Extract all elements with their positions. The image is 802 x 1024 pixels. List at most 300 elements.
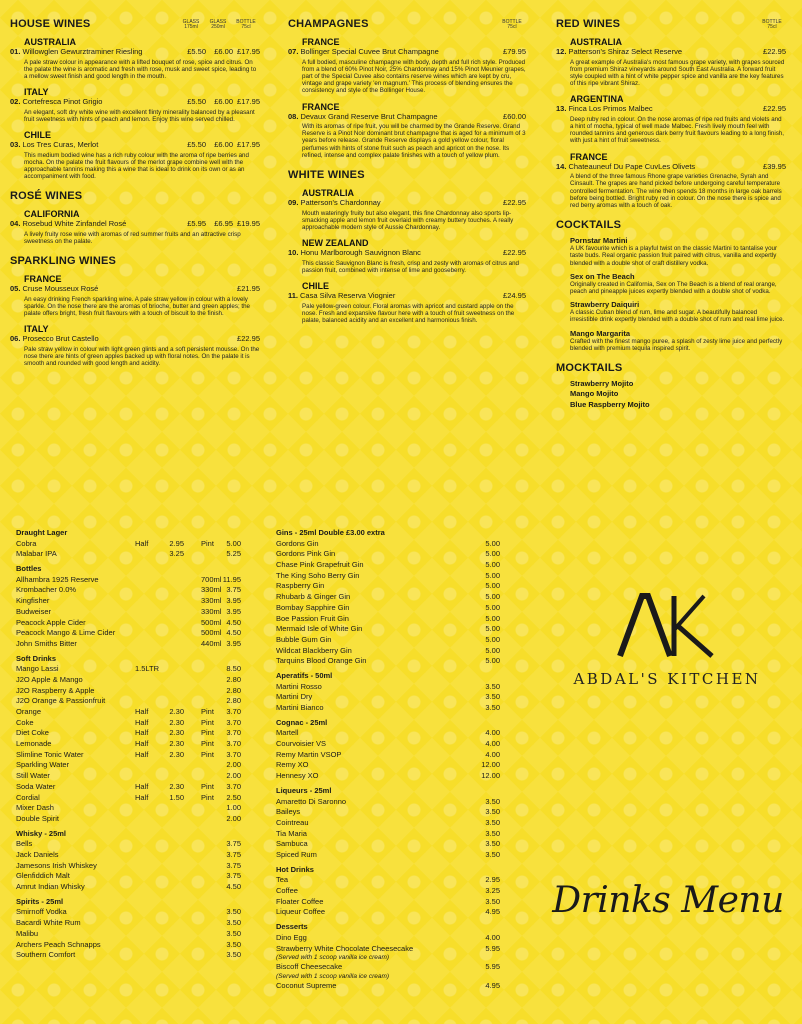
wine-number: 12. [556, 47, 567, 56]
drink-price: 3.50 [485, 850, 500, 859]
drink-price: 3.50 [226, 950, 241, 960]
middle-wine-column [288, 18, 526, 334]
wine-prices [179, 141, 260, 150]
drink-name: Remy Martin VSOP [276, 749, 342, 759]
wine-description: An elegant, soft dry white wine with excellent flinty minerality balanced by a pleasant fruit sweetness with hints of peach and lemon. Enjoy this wine served chilled. [24, 108, 255, 123]
drink-price: 4.95 [485, 980, 500, 990]
drink-price: 3.70 [226, 717, 241, 727]
drink-name: Martini Rosso [276, 681, 322, 691]
ak-monogram-icon [612, 590, 722, 660]
wine-price: £17.95 [237, 140, 260, 150]
drink-price: 5.00 [485, 656, 500, 666]
wine-name: Cortefresca Pinot Grigio [22, 98, 103, 107]
wine-number: 08. [288, 111, 299, 121]
drink-price: 5.00 [485, 560, 500, 570]
drinks-category-heading: Cognac - 25ml [276, 717, 328, 727]
wine-description: This medium bodied wine has a rich ruby colour with the aroma of ripe berries and mocha. On the palate the fruit flavours of the merlot grape combine well with the approachable tannins making this a wine that is ideal to drink on its own or as an accompaniment with food. [24, 151, 249, 181]
wine-price: £24.95 [503, 291, 526, 301]
country-heading: FRANCE [302, 37, 340, 47]
wine-number: 05. [10, 284, 21, 294]
wine-prices [763, 163, 786, 172]
drink-row [16, 664, 246, 675]
drink-name: Amrut Indian Whisky [16, 882, 85, 892]
champagnes-section [288, 18, 526, 159]
drink-name: Hennesy XO [276, 771, 319, 781]
cocktail-name: Strawberry Daiquiri [570, 300, 640, 310]
country-heading: ITALY [24, 87, 49, 98]
drink-price: 5.00 [485, 602, 500, 612]
drink-row [16, 814, 246, 825]
drink-price: 3.75 [226, 839, 241, 849]
wine-price: £6.00 [214, 47, 233, 56]
drink-row [276, 592, 502, 603]
drink-row [16, 585, 246, 596]
drink-name: Bombay Sapphire Gin [276, 602, 350, 612]
wine-price: £22.95 [763, 104, 786, 114]
drink-row [16, 618, 246, 629]
drink-price: 5.00 [485, 592, 500, 602]
drink-price: 5.00 [485, 549, 500, 559]
drinks-category-heading: Bottles [16, 564, 42, 574]
drink-price: 5.00 [485, 624, 500, 634]
drink-name: Malibu [16, 928, 39, 938]
drink-name: Orange [16, 707, 42, 717]
wine-number: 14. [556, 161, 567, 171]
drink-row [16, 696, 246, 707]
wine-description: With its aromas of ripe fruit, you will be charmed by the Grande Reserve. Grand Reserve is a Pinot Noir dominant brut champagne that is aged for a minimum of 3 years before release. Grande Reserve displays a gold yellow colour, floral perfumes with hints of stone fruit such as peach and apricot on the nose. Its refined, intense and complex palate finishes with a touch of yellow plum. [302, 123, 526, 159]
wine-header [288, 113, 526, 122]
drink-name: Jack Daniels [16, 850, 59, 859]
drink-size: 700ml [201, 574, 222, 584]
drink-size-small: Half [135, 538, 149, 548]
drink-price: 4.95 [485, 907, 500, 917]
drink-row [16, 539, 246, 550]
drink-row [16, 739, 246, 750]
wine-description: A pale straw colour in appearance with a lifted bouquet of rose, spice and citrus. On the palate the wine is aromatic and fresh with rose, musk and sweet spice, leading to a mellow sweet finish and good length in the mouth. [24, 58, 257, 80]
drink-name: Sparkling Water [16, 760, 70, 770]
drink-name: Rhubarb & Ginger Gin [276, 592, 351, 602]
drink-size: Pint [201, 739, 214, 749]
country-heading: NEW ZEALAND [302, 238, 369, 249]
section-title: COCKTAILS [556, 219, 622, 232]
drink-row [16, 950, 246, 961]
drink-price-small: 2.30 [169, 781, 184, 791]
cocktail-description: A UK favourite which is a playful twist on the classic Martini to tantalise your taste buds. Real organic passion fruit paired with citrus, vanilla and expertly blended with a double shot of craft distillery vodka. [570, 245, 778, 267]
drink-row [16, 728, 246, 739]
drink-name: Krombacher 0.0% [16, 585, 77, 595]
drink-row [276, 981, 502, 992]
wine-number: 04. [10, 219, 21, 229]
drink-price: 2.00 [226, 771, 241, 781]
drink-row [276, 682, 502, 693]
drink-name: Gordons Gin [276, 538, 319, 548]
drink-price: 5.95 [485, 943, 500, 953]
drink-price: 4.00 [485, 749, 500, 759]
drink-price: 3.50 [485, 896, 500, 906]
drink-price: 3.50 [226, 918, 241, 928]
cocktail-item [570, 329, 786, 352]
drink-row [276, 549, 502, 560]
drink-size-small: Half [135, 728, 149, 738]
wine-number: 03. [10, 140, 21, 150]
drink-price: 2.80 [226, 674, 241, 684]
drink-name: Tia Maria [276, 828, 307, 838]
drink-row [16, 771, 246, 782]
wine-price: £6.95 [214, 219, 233, 229]
country-heading: FRANCE [302, 101, 340, 112]
wine-item [10, 285, 260, 317]
wine-description: Deep ruby red in colour. On the nose aromas of ripe red fruits and violets and a hint of mocha, typical of well made Malbec. Fresh lively mouth feel with rounded tannins and generous dark berry fruit flavours leading to a long finish, with just a hint of fruit sweetness. [570, 115, 784, 145]
wine-prices [763, 105, 786, 114]
section-title: RED WINES [556, 18, 621, 30]
drink-row [276, 635, 502, 646]
drink-row [276, 571, 502, 582]
wine-description: A lively fruity rose wine with aromas of red summer fruits and an attractive crisp sweetness on the palate. [24, 230, 241, 246]
wine-prices [503, 113, 526, 122]
wine-item [10, 335, 260, 367]
wine-price: £5.50 [187, 97, 206, 107]
cocktail-item [570, 300, 786, 323]
drink-name: Malabar IPA [16, 549, 57, 559]
wine-item [288, 292, 526, 324]
wine-prices [503, 249, 526, 258]
wine-item [10, 141, 260, 180]
drink-name: Lemonade [16, 739, 52, 749]
drinks-category-heading: Gins - 25ml Double £3.00 extra [276, 528, 385, 537]
wine-price: £22.95 [763, 47, 786, 56]
drink-price: 4.50 [226, 628, 241, 638]
wine-prices [503, 48, 526, 57]
drink-row [276, 771, 502, 782]
wine-name: Patterson's Chardonnay [300, 199, 381, 208]
drink-name: Budweiser [16, 606, 52, 616]
wine-name: Willowglen Gewurztraminer Riesling [22, 48, 143, 56]
drink-row [16, 596, 246, 607]
drink-price: 3.75 [226, 850, 241, 859]
size-header: BOTTLE 75cl [502, 19, 522, 30]
country-heading: CALIFORNIA [24, 209, 80, 220]
drink-row [16, 782, 246, 793]
drink-price: 3.50 [485, 681, 500, 691]
drink-name: Jamesons Irish Whiskey [16, 860, 97, 870]
drink-row [276, 962, 502, 973]
wine-header [10, 98, 260, 107]
drink-size: 330ml [201, 585, 222, 595]
wine-prices [179, 48, 260, 57]
wine-number: 10. [288, 248, 299, 258]
wine-price: £21.95 [237, 284, 260, 294]
wine-prices [179, 98, 260, 107]
cocktail-description: Originally created in California, Sex on The Beach is a blend of real orange, peach and pineapple juices expertly blended with a double shot of vodka. [570, 280, 777, 295]
wine-name: Honu Marlborough Sauvignon Blanc [300, 249, 421, 258]
drink-row [276, 897, 502, 908]
wine-header [556, 105, 786, 114]
cocktail-description: A classic Cuban blend of rum, lime and sugar. A beautifully balanced irresistible drink expertly blended with a double shot of rum and real lime juice. [570, 309, 785, 324]
mocktail-item: Strawberry Mojito [570, 378, 634, 388]
drink-price: 3.70 [226, 707, 241, 717]
wine-price: £6.00 [214, 140, 233, 150]
drink-size-small: Half [135, 749, 149, 759]
drink-name: Liqueur Coffee [276, 907, 326, 917]
wine-price: £5.95 [187, 219, 206, 229]
country-heading: CHILE [302, 281, 329, 292]
drink-row [16, 707, 246, 718]
drink-price: 5.25 [226, 549, 241, 559]
drinks-category-heading: Whisky - 25ml [16, 828, 67, 838]
drink-name: Soda Water [16, 781, 56, 791]
red-wines-section [556, 18, 786, 209]
size-header: GLASS 250ml [209, 19, 227, 30]
wine-name: Rosebud White Zinfandel Rosé [22, 220, 127, 229]
drink-size: Pint [201, 538, 214, 548]
drink-size: Pint [201, 717, 214, 727]
section-title: SPARKLING WINES [10, 255, 117, 268]
drink-price: 2.95 [485, 875, 500, 885]
section-title: ROSÉ WINES [10, 190, 83, 203]
drink-size: 330ml [201, 596, 222, 606]
mocktail-item: Mango Mojito [570, 389, 619, 399]
drink-row [16, 760, 246, 771]
wine-item [288, 249, 526, 274]
drink-name: Still Water [16, 771, 50, 781]
wine-price: £5.50 [187, 140, 206, 150]
mocktail-item: Blue Raspberry Mojito [570, 399, 650, 409]
drink-name: Dino Egg [276, 932, 307, 942]
wine-price: £19.95 [237, 219, 260, 229]
drink-name: Mango Lassi [16, 664, 59, 674]
drink-row [16, 940, 246, 951]
drink-price: 3.70 [226, 749, 241, 759]
drink-row [16, 929, 246, 940]
wine-number: 11. [288, 291, 299, 301]
drink-size: 330ml [201, 606, 222, 616]
wine-header [556, 48, 786, 57]
drink-name: Martell [276, 728, 299, 738]
drink-name: Chase Pink Grapefruit Gin [276, 560, 364, 570]
drink-name: Baileys [276, 807, 301, 817]
cocktail-name: Pornstar Martini [570, 236, 628, 246]
drink-price: 2.00 [226, 760, 241, 770]
drink-price: 5.00 [226, 538, 241, 548]
wine-prices [503, 199, 526, 208]
drink-row [276, 839, 502, 850]
drinks-category-heading: Desserts [276, 922, 308, 932]
drink-price: 3.50 [485, 703, 500, 713]
wine-number: 13. [556, 104, 567, 114]
wine-number: 09. [288, 198, 299, 208]
drink-price-small: 2.30 [169, 749, 184, 759]
drinks-category-heading: Spirits - 25ml [16, 896, 64, 906]
drink-name: Floater Coffee [276, 896, 324, 906]
drink-price: 3.50 [485, 807, 500, 817]
drink-price: 3.50 [485, 796, 500, 806]
drink-price: 2.00 [226, 813, 241, 823]
drink-name: Mixer Dash [16, 803, 54, 813]
drink-price: 5.95 [485, 962, 500, 972]
sparkling-wines-section [10, 255, 260, 367]
drink-name: Peacock Apple Cider [16, 617, 86, 627]
drink-price: 3.25 [485, 886, 500, 896]
drink-row [276, 797, 502, 808]
drink-price: 2.50 [226, 792, 241, 802]
section-title: WHITE WINES [288, 169, 365, 182]
wine-name: Cruse Mousseux Rosé [22, 285, 99, 294]
wine-prices [179, 220, 260, 229]
rose-wines-section [10, 190, 260, 245]
drink-name: Southern Comfort [16, 950, 76, 960]
serving-note: (Served with 1 scoop vanilla ice cream) [276, 954, 390, 962]
drink-row [16, 882, 246, 893]
wine-description: Pale yellow-green colour. Floral aromas with apricot and custard apple on the nose. Fresh and expansive flavour here with a touch of fruit sweetness on the palate, balanced acidity and an excellent and harmonious finish. [302, 302, 515, 324]
drink-row [276, 750, 502, 761]
wine-price: £17.95 [237, 97, 260, 107]
drink-row [276, 886, 502, 897]
drink-size: Pint [201, 728, 214, 738]
drink-price: 2.80 [226, 696, 241, 706]
wine-header [556, 163, 786, 172]
wine-header [10, 48, 260, 57]
drink-name: Bacardi White Rum [16, 918, 81, 928]
drink-price-small: 2.95 [169, 538, 184, 548]
drink-row [276, 646, 502, 657]
wine-item [288, 48, 526, 95]
wine-price: £22.95 [503, 248, 526, 258]
drink-row [276, 539, 502, 550]
drink-price: 3.50 [485, 692, 500, 702]
drink-price: 3.70 [226, 728, 241, 738]
drink-name: Archers Peach Schnapps [16, 939, 101, 949]
drink-price: 2.80 [226, 685, 241, 695]
drink-row [276, 692, 502, 703]
wine-number: 02. [10, 97, 21, 107]
drink-row [16, 639, 246, 650]
wine-prices [763, 48, 786, 57]
drink-name: Coke [16, 717, 34, 727]
wine-price: £39.95 [763, 161, 786, 171]
wine-prices [237, 335, 260, 344]
drink-price: 4.00 [485, 728, 500, 738]
drink-name: The King Soho Berry Gin [276, 570, 360, 580]
cocktails-section [556, 219, 786, 352]
drink-name: Diet Coke [16, 728, 49, 738]
drink-row [276, 624, 502, 635]
drink-size-small: Half [135, 707, 149, 717]
drink-size: 440ml [201, 638, 222, 648]
drink-name: Double Spirit [16, 813, 59, 823]
drink-name: John Smiths Bitter [16, 638, 77, 648]
drink-row [16, 839, 246, 850]
drink-name: Boe Passion Fruit Gin [276, 613, 349, 623]
drink-name: Sambuca [276, 839, 308, 849]
drink-price: 3.50 [485, 839, 500, 849]
wine-item [556, 48, 786, 87]
drink-price: 3.70 [226, 781, 241, 791]
drink-size-small: Half [135, 717, 149, 727]
drink-size: Pint [201, 792, 214, 802]
wine-description: Pale straw yellow in colour with light green glints and a soft persistent mousse. On the nose there are hints of green apples backed up with floral notes. On the palate it is smooth and rounded with good length and acidity. [24, 345, 260, 368]
drink-row [276, 703, 502, 714]
drink-name: Coconut Supreme [276, 980, 337, 990]
drink-price-small: 2.30 [169, 707, 184, 717]
drink-price-small: 2.30 [169, 728, 184, 738]
drinks-category-heading: Soft Drinks [16, 653, 57, 663]
cocktail-name: Sex on The Beach [570, 271, 635, 281]
drink-price-small: 1.50 [169, 792, 184, 802]
drink-row [276, 760, 502, 771]
drink-name: Gordons Pink Gin [276, 549, 336, 559]
drink-row [276, 875, 502, 886]
drink-price: 8.50 [226, 664, 241, 674]
wine-item [288, 113, 526, 160]
country-heading: ARGENTINA [570, 94, 624, 105]
drink-price: 1.00 [226, 803, 241, 813]
drink-name: J2O Orange & Passionfruit [16, 696, 106, 706]
drink-price: 3.95 [226, 638, 241, 648]
drink-name: Spiced Rum [276, 850, 317, 859]
wine-header [10, 141, 260, 150]
drink-price: 5.00 [485, 570, 500, 580]
drink-name: Martini Dry [276, 692, 313, 702]
wine-name: Prosecco Brut Castello [22, 335, 99, 344]
drink-price: 3.50 [485, 828, 500, 838]
wine-name: Casa Silva Reserva Viognier [300, 292, 396, 301]
wine-description: A great example of Australia's most famous grape variety, with grapes sourced from premium Shiraz vineyards around South East Australia. A forward fruit style coupled with a hint of white pepper spice and vanilla are the key features of this ripe vibrant Shiraz. [570, 58, 785, 88]
drink-name: J2O Raspberry & Apple [16, 685, 95, 695]
drink-row [16, 718, 246, 729]
wine-description: This classic Sauvignon Blanc is fresh, crisp and zesty with aromas of citrus and passion fruit, combined with intense of lime and gooseberry. [302, 259, 519, 274]
wine-price: £79.95 [503, 47, 526, 56]
drink-price: 11.95 [222, 574, 241, 584]
drink-name: Raspberry Gin [276, 581, 325, 591]
left-wine-column [10, 18, 260, 377]
drink-size: Pint [201, 781, 214, 791]
drink-name: Kingfisher [16, 596, 50, 606]
country-heading: CHILE [24, 130, 51, 141]
wine-description: A full bodied, masculine champagne with body, depth and full rich style. Produced from a blend of 60% Pinot Noir, 25% Chardonnay and 15% Pinot Meunier grapes, part of the Special Cuvee also contains reserve wines which are kept by cru, vintage and grape variety 'en magnum.' This process of blending ensures the consistency and style of the Bollinger House. [302, 58, 526, 95]
drinks-category-heading: Liqueurs - 25ml [276, 785, 332, 795]
drink-price: 4.00 [485, 739, 500, 749]
drink-row [276, 829, 502, 840]
wine-item [10, 48, 260, 80]
drink-size-small: 1.5LTR [135, 664, 160, 674]
drink-price-small: 2.30 [169, 739, 184, 749]
wine-description: A blend of the three famous Rhone grape varieties Grenache, Syrah and Cinsault. The grapes are hand picked before undergoing careful temperature controlled fermentation. The wine then spends 18 months in large oak barrels before being bottled. Bright ruby red in colour. On the nose there is spice and red berry aromas with a touch of oak. [570, 173, 782, 209]
wine-header [288, 249, 526, 258]
drink-price: 4.00 [485, 932, 500, 942]
drink-size-small: Half [135, 739, 149, 749]
drink-row [276, 581, 502, 592]
drink-price: 5.00 [485, 581, 500, 591]
wine-name: Patterson's Shiraz Select Reserve [568, 48, 683, 56]
size-header: GLASS 175ml [182, 19, 200, 30]
drink-name: Bubble Gum Gin [276, 634, 332, 644]
wine-item [556, 163, 786, 210]
wine-item [10, 98, 260, 123]
drink-name: Peacock Mango & Lime Cider [16, 628, 116, 638]
drink-name: Slimline Tonic Water [16, 749, 84, 759]
drink-row [276, 739, 502, 750]
wine-price: £17.95 [237, 47, 260, 56]
wine-prices [503, 292, 526, 301]
bar-drinks-list-left [16, 528, 246, 961]
section-title: CHAMPAGNES [288, 18, 369, 30]
wine-header [288, 292, 526, 301]
drink-price: 5.00 [485, 538, 500, 548]
drink-price: 3.50 [485, 817, 500, 827]
drink-price: 3.70 [226, 739, 241, 749]
drink-row [16, 675, 246, 686]
house-wines-section [10, 18, 260, 180]
